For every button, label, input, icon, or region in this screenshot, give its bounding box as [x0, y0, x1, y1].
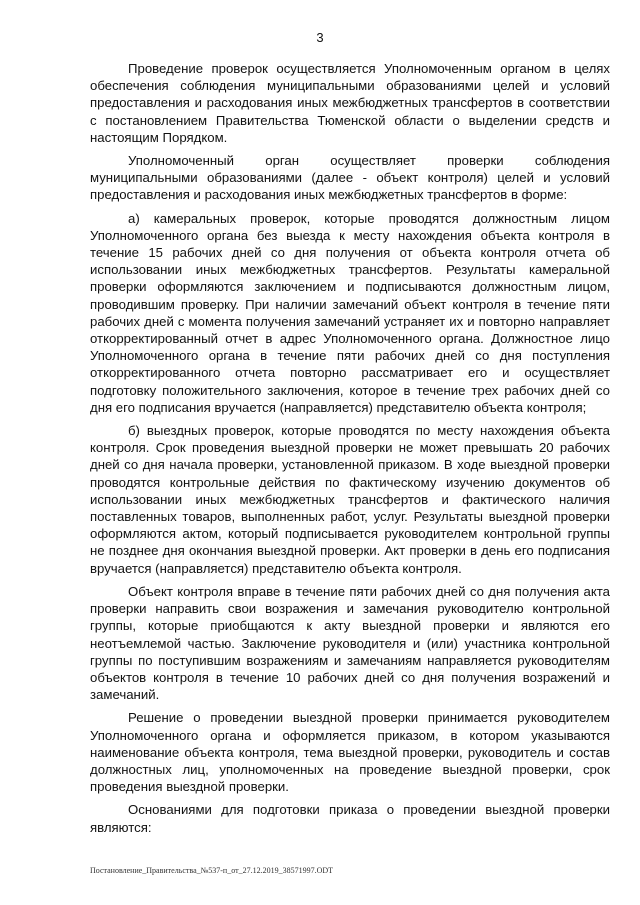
paragraph-desk-audits: а) камеральных проверок, которые проводятся должностным лицом Уполномоченного органа без выезда к месту нахождения объекта контроля в течение 15 рабочих дней со дня получения от объекта контроля отчета об использовании иных межбюджетных трансфертов. Результаты камеральной проверки оформляются заключением и подписываются должностным лицом, проводившим проверку. При наличии замечаний объект контроля в течение пяти рабочих дней с момента получения замечаний устраняет их и повторно направляет откорректированный отчет в адрес Уполномоченного органа. Должностное лицо Уполномоченного органа в течение пяти рабочих дней со дня поступления откорректированного отчета повторно рассматривает его и осуществляет подготовку положительного заключения, которое в течение трех рабочих дней со дня его подписания вручается (направляется) представителю объекта контроля;	[90, 210, 610, 415]
paragraph-field-audits: б) выездных проверок, которые проводятся по месту нахождения объекта контроля. Срок проведения выездной проверки не может превышать 20 рабочих дней со дня начала проверки, установленной приказом. В ходе выездной проверки проводятся контрольные действия по фактическому изучению документов об использовании иных межбюджетных трансфертов и фактического наличия поставленных товаров, выполненных работ, услуг. Результаты выездной проверки оформляются актом, который подписывается руководителем контрольной группы не позднее дня окончания выездной проверки. Акт проверки в день его подписания вручается (направляется) представителю объекта контроля.	[90, 423, 610, 576]
paragraph-inspection-forms: Уполномоченный орган осуществляет проверки соблюдения муниципальными образованиями (далее - объект контроля) целей и условий предоставления и расходования иных межбюджетных трансфертов в форме:	[90, 153, 610, 203]
page-number: 3	[316, 30, 324, 45]
paragraph-inspections-purpose: Проведение проверок осуществляется Уполномоченным органом в целях обеспечения соблюдения муниципальными образованиями целей и условий предоставления и расходования иных межбюджетных трансфертов в соответствии с постановлением Правительства Тюменской области о выделении средств и настоящим Порядком.	[90, 61, 610, 145]
document-footer: Постановление_Правительства_№537-п_от_27.12.2019_38571997.ODT	[90, 866, 334, 875]
paragraph-objections: Объект контроля вправе в течение пяти рабочих дней со дня получения акта проверки направить свои возражения и замечания руководителю контрольной группы, которые приобщаются к акту выездной проверки и являются его неотъемлемой частью. Заключение руководителя и (или) участника контрольной группы по поступившим возражениям и замечаниям направляется руководителям объектов контроля в течение 10 рабочих дней со дня получения возражений и замечаний.	[90, 583, 610, 703]
document-body	[90, 60, 610, 842]
paragraph-audit-decision: Решение о проведении выездной проверки принимается руководителем Уполномоченного органа и оформляется приказом, в котором указываются наименование объекта контроля, тема выездной проверки, руководитель и состав должностных лиц, уполномоченных на проведение выездной проверки, срок проведения выездной проверки.	[90, 710, 610, 795]
paragraph-grounds: Основаниями для подготовки приказа о проведении выездной проверки являются:	[90, 802, 610, 835]
